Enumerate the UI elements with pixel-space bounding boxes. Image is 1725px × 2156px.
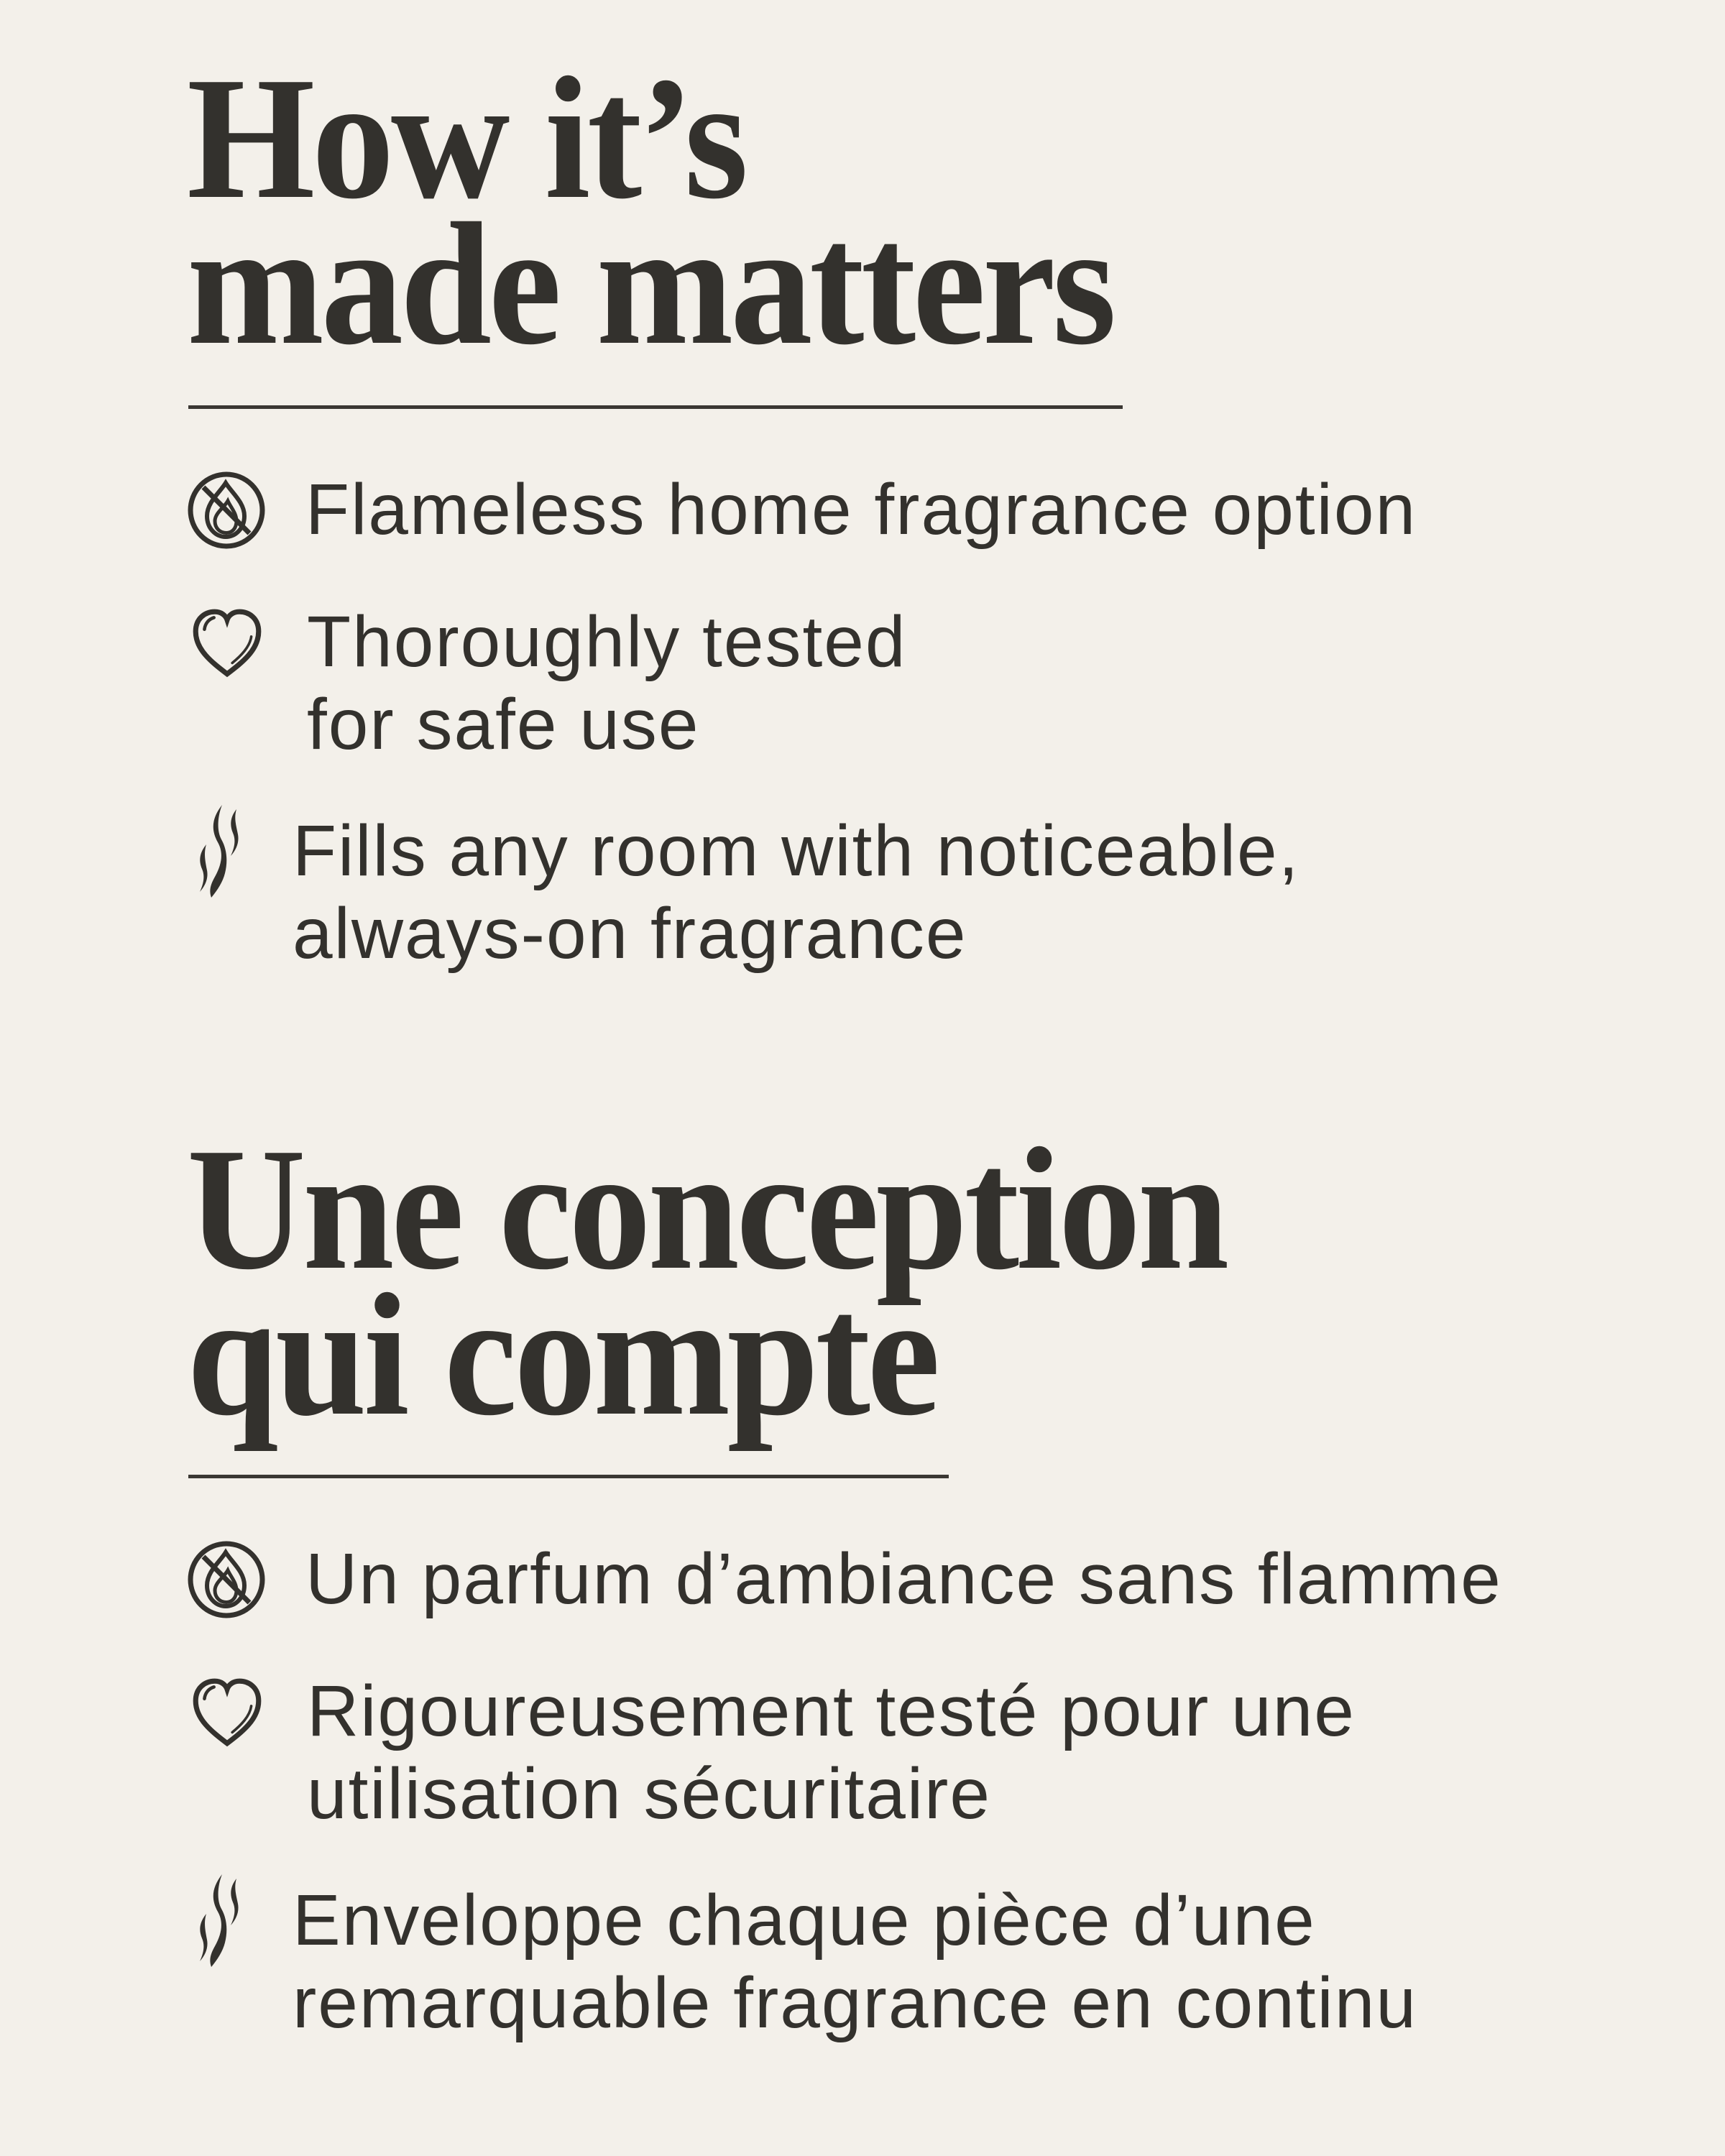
flame-crossed-icon <box>187 464 266 557</box>
feature-text-line: Fills any room with noticeable, <box>293 811 1300 891</box>
smoke-icon <box>187 805 253 898</box>
heart-icon <box>187 596 267 689</box>
feature-list-en <box>187 464 1617 975</box>
feature-text-line: utilisation sécuritaire <box>307 1754 991 1834</box>
heart-icon <box>187 1665 267 1759</box>
heading-en <box>187 41 1532 381</box>
feature-text <box>307 1665 1356 1835</box>
feature-item <box>187 805 1617 975</box>
heading-line: How it’s <box>187 41 745 235</box>
divider <box>188 1475 949 1478</box>
heading-line: made matters <box>187 187 1113 381</box>
feature-text <box>305 464 1417 551</box>
feature-item <box>187 464 1617 557</box>
smoke-icon <box>187 1874 253 1968</box>
heading-line: Une conception <box>187 1112 1226 1306</box>
feature-list-fr <box>187 1533 1617 2045</box>
feature-text <box>293 1874 1417 2045</box>
feature-text-line: Enveloppe chaque pièce d’une <box>293 1880 1316 1961</box>
feature-text <box>307 596 907 766</box>
feature-item <box>187 1533 1617 1626</box>
feature-item <box>187 1874 1617 2045</box>
feature-text-line: always-on fragrance <box>293 893 967 974</box>
feature-text-line: for safe use <box>307 684 700 765</box>
feature-text-line: Rigoureusement testé pour une <box>307 1671 1356 1751</box>
feature-text-line: Un parfum d’ambiance sans flamme <box>305 1539 1502 1619</box>
feature-text-line: Thoroughly tested <box>307 602 907 682</box>
feature-item <box>187 596 1617 766</box>
divider <box>188 405 1123 409</box>
feature-text-line: Flameless home fragrance option <box>305 469 1417 550</box>
feature-item <box>187 1665 1617 1835</box>
heading-fr <box>187 1112 1532 1452</box>
feature-text-line: remarquable fragrance en continu <box>293 1963 1417 2043</box>
feature-text <box>305 1533 1502 1621</box>
feature-text <box>293 805 1300 975</box>
heading-line: qui compte <box>187 1258 937 1452</box>
flame-crossed-icon <box>187 1533 266 1626</box>
